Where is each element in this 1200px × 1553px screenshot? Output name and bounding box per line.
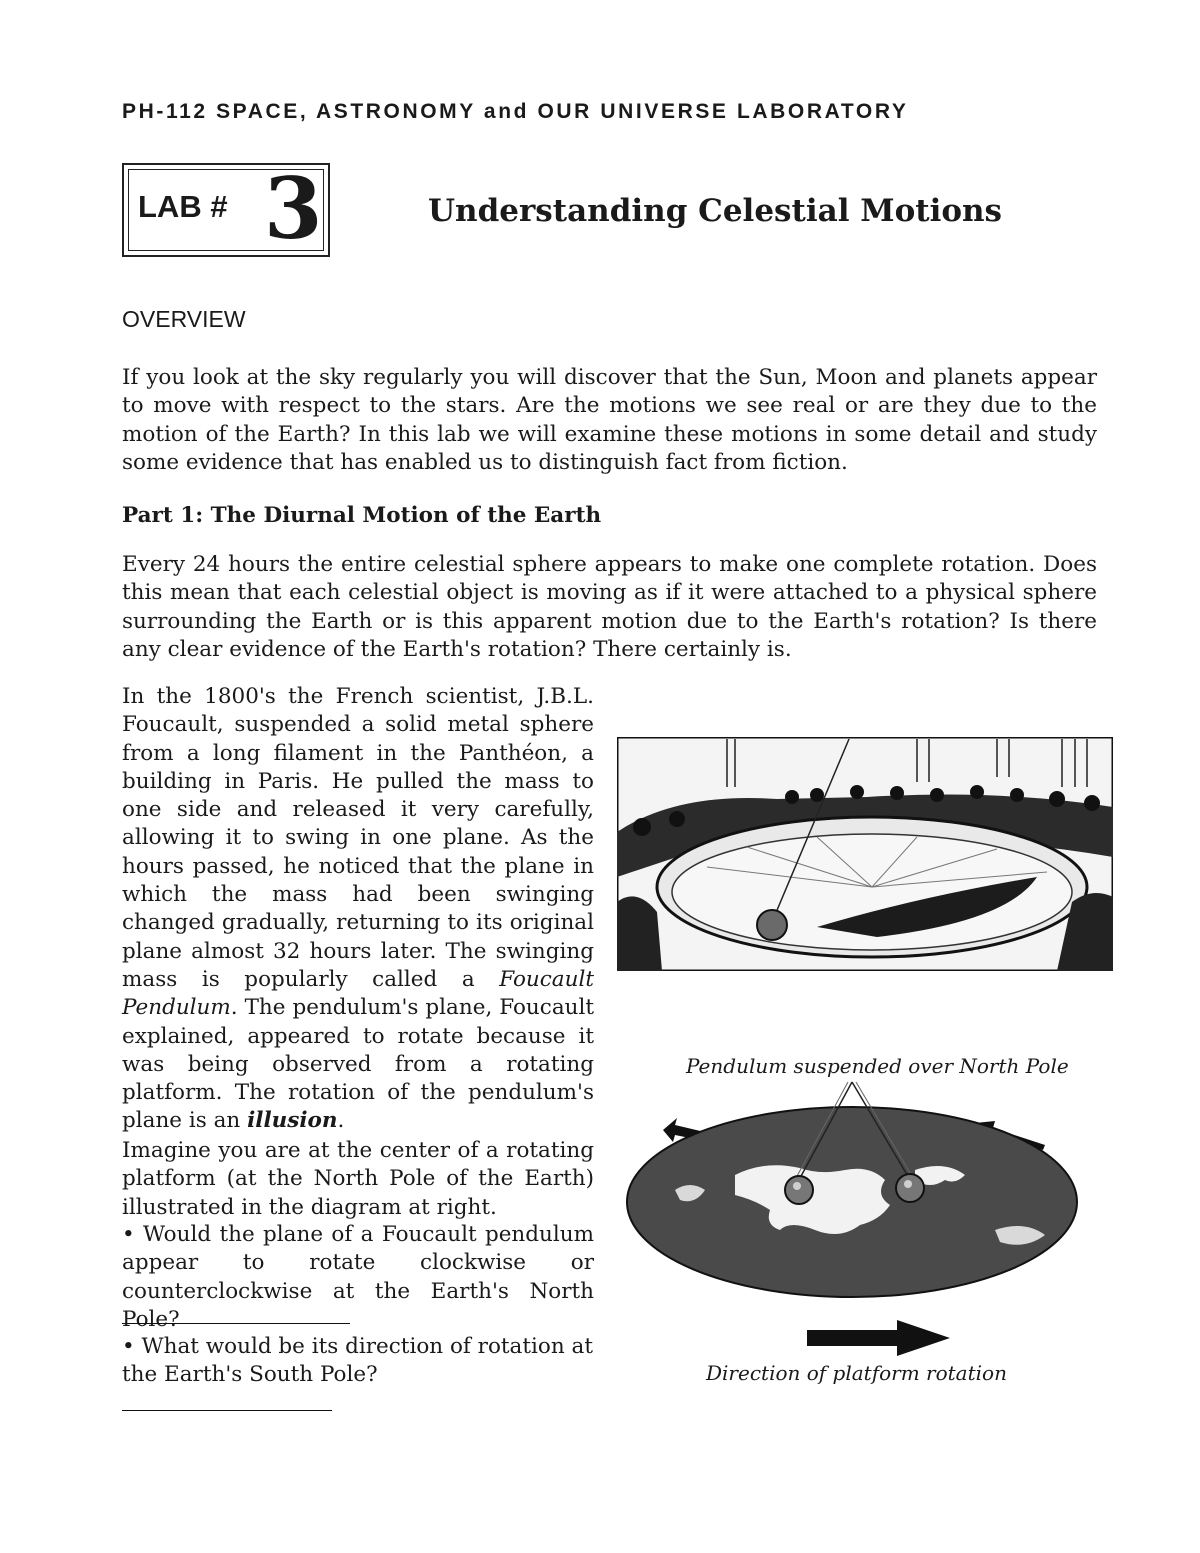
part1-heading: Part 1: The Diurnal Motion of the Earth (122, 503, 602, 528)
illusion-term: illusion (247, 1108, 338, 1134)
foucault-paragraph: In the 1800's the French scientist, J.B.L. Foucault, suspended a solid metal sphere from a long filament in the Panthéon, a building in Paris. He pulled the mass to one side and released it very carefully, allowing it to swing in one plane. As the hours passed, he noticed that the plane in which the mass had been swinging changed gradually, returning to its original plane almost 32 hours later. The swinging mass is popularly called a Foucault Pendulum. The pendulum's plane, Foucault explained, appeared to rotate because it was being observed from a rotating platform. The rotation of the pendulum's plane is an illusion. (122, 684, 594, 1134)
pendulum-caption: Pendulum suspended over North Pole (686, 1054, 1069, 1078)
foucault-pendulum-term: Foucault Pendulum (122, 966, 594, 1021)
course-title: PH-112 SPACE, ASTRONOMY and OUR UNIVERSE LABORATORY (122, 100, 909, 123)
overview-heading: OVERVIEW (122, 306, 246, 332)
platform-rotation-arrow-icon (807, 1320, 950, 1356)
part1-intro-paragraph: Every 24 hours the entire celestial sphere appears to make one complete rotation. Does this mean that each celestial object is moving as if it were attached to a physical sphere surrounding the Earth or is this apparent motion due to the Earth's rotation? Is there any clear evidence of the Earth's rotation? There certainly is. (122, 552, 1097, 662)
pantheon-pendulum-illustration (617, 737, 1113, 971)
question-south-pole: • What would be its direction of rotation at the Earth's South Pole? (122, 1333, 594, 1419)
lab-number: 3 (264, 159, 323, 258)
lab-number-box (122, 159, 330, 258)
lab-label: LAB # (138, 189, 228, 224)
imagine-paragraph: Imagine you are at the center of a rotating platform (at the North Pole of the Earth) illustrated in the diagram at right. (122, 1138, 594, 1220)
answer-line-south-pole[interactable] (122, 1390, 332, 1411)
north-pole-diagram (615, 1080, 1090, 1360)
overview-paragraph: If you look at the sky regularly you will discover that the Sun, Moon and planets appear to move with respect to the stars. Are the motions we see real or are they due to the motion of the Earth? In this lab we will examine these motions in some detail and study some evidence that has enabled us to distinguish fact from fiction. (122, 365, 1097, 475)
answer-line-north-pole[interactable] (122, 1323, 350, 1324)
platform-caption: Direction of platform rotation (706, 1361, 1007, 1385)
question-north-pole: • Would the plane of a Foucault pendulum appear to rotate clockwise or counterclockwise at the Earth's North Pole? (122, 1222, 594, 1332)
page-title: Understanding Celestial Motions (428, 193, 1003, 229)
